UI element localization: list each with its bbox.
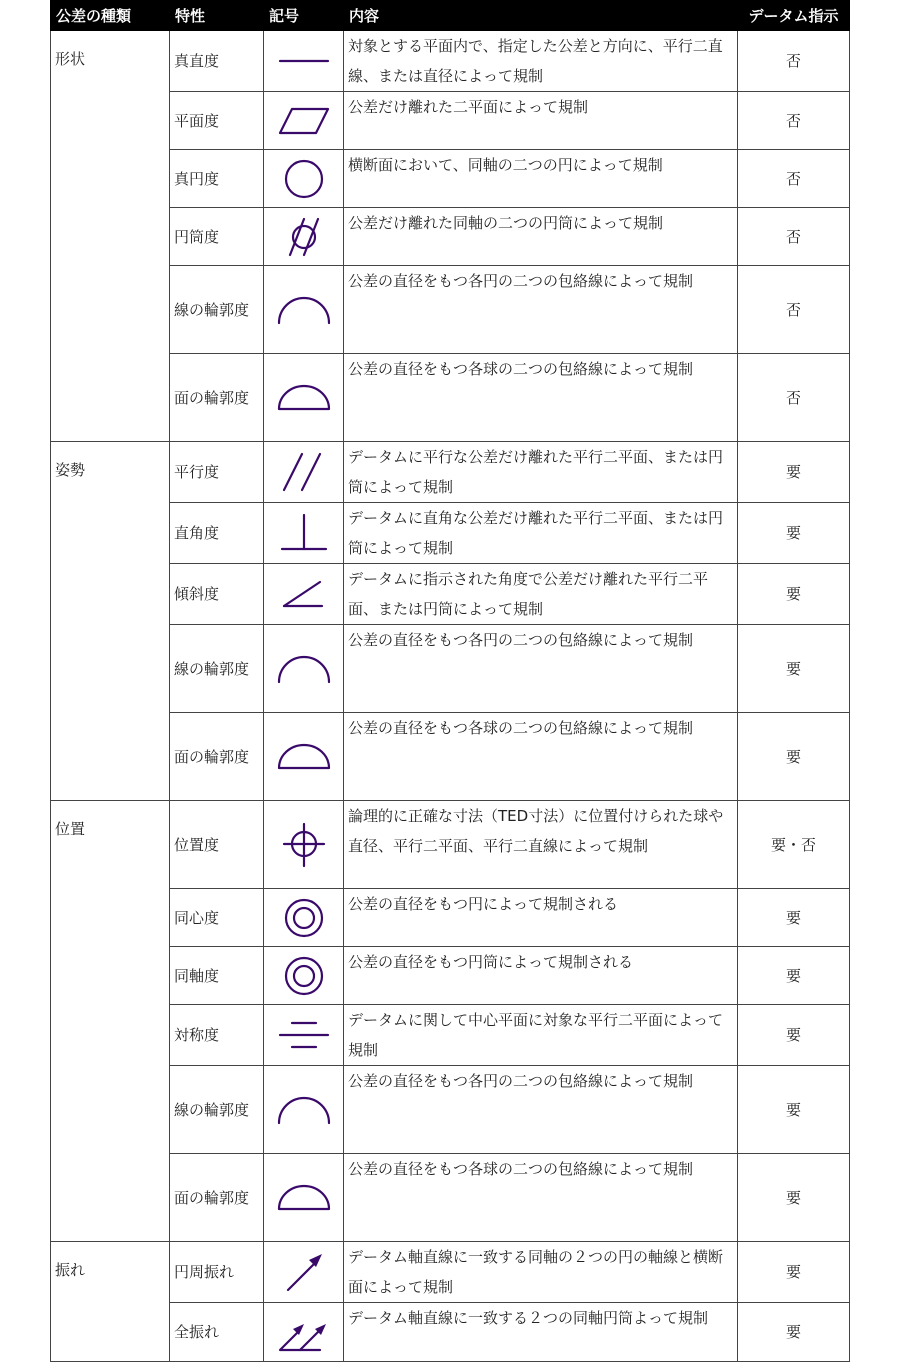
- datum-cell: 要: [738, 503, 850, 564]
- symbol-cell: [264, 503, 344, 564]
- characteristic-cell: 平行度: [170, 442, 264, 503]
- content-cell: 公差の直径をもつ円によって規制される: [344, 889, 738, 947]
- table-row: [51, 1303, 850, 1362]
- characteristic-cell: 線の輪郭度: [170, 1066, 264, 1154]
- header-datum: データム指示: [738, 1, 850, 31]
- content-cell: データム軸直線に一致する２つの同軸円筒よって規制: [344, 1303, 738, 1362]
- symbol-cell: [264, 801, 344, 889]
- datum-cell: 否: [738, 150, 850, 208]
- table-row: [51, 564, 850, 625]
- table-row: [51, 889, 850, 947]
- header-characteristic: 特性: [170, 1, 264, 31]
- header-content: 内容: [344, 1, 738, 31]
- header-symbol: 記号: [264, 1, 344, 31]
- content-cell: 公差の直径をもつ各球の二つの包絡線によって規制: [344, 354, 738, 442]
- characteristic-cell: 面の輪郭度: [170, 354, 264, 442]
- total-runout-icon: [276, 1310, 332, 1354]
- characteristic-cell: 位置度: [170, 801, 264, 889]
- line-profile-icon: [276, 1090, 332, 1130]
- perpendicularity-icon: [276, 513, 332, 553]
- symbol-cell: [264, 625, 344, 713]
- angularity-icon: [276, 574, 332, 614]
- characteristic-cell: 線の輪郭度: [170, 266, 264, 354]
- symbol-cell: [264, 889, 344, 947]
- datum-cell: 否: [738, 208, 850, 266]
- datum-cell: 要: [738, 625, 850, 713]
- datum-cell: 否: [738, 31, 850, 92]
- characteristic-cell: 直角度: [170, 503, 264, 564]
- content-cell: データムに関して中心平面に対象な平行二平面によって規制: [344, 1005, 738, 1066]
- table-row: [51, 150, 850, 208]
- characteristic-cell: 同心度: [170, 889, 264, 947]
- datum-cell: 否: [738, 266, 850, 354]
- symbol-cell: [264, 1303, 344, 1362]
- surface-profile-icon: [276, 737, 332, 777]
- table-row: [51, 92, 850, 150]
- table-row: [51, 503, 850, 564]
- characteristic-cell: 全振れ: [170, 1303, 264, 1362]
- tolerance-table: [50, 0, 850, 1362]
- characteristic-cell: 面の輪郭度: [170, 1154, 264, 1242]
- datum-cell: 否: [738, 354, 850, 442]
- characteristic-cell: 線の輪郭度: [170, 625, 264, 713]
- tolerance-type-cell: 形状: [51, 31, 170, 442]
- symbol-cell: [264, 31, 344, 92]
- symbol-cell: [264, 947, 344, 1005]
- characteristic-cell: 傾斜度: [170, 564, 264, 625]
- symbol-cell: [264, 564, 344, 625]
- table-row: [51, 266, 850, 354]
- datum-cell: 要: [738, 1303, 850, 1362]
- symbol-cell: [264, 150, 344, 208]
- characteristic-cell: 同軸度: [170, 947, 264, 1005]
- datum-cell: 要・否: [738, 801, 850, 889]
- symbol-cell: [264, 1242, 344, 1303]
- datum-cell: 否: [738, 92, 850, 150]
- characteristic-cell: 真直度: [170, 31, 264, 92]
- symbol-cell: [264, 92, 344, 150]
- header-type: 公差の種類: [51, 1, 170, 31]
- table-row: [51, 442, 850, 503]
- datum-cell: 要: [738, 889, 850, 947]
- table-row: [51, 1066, 850, 1154]
- cylindricity-icon: [276, 217, 332, 257]
- table-row: [51, 947, 850, 1005]
- line-profile-icon: [276, 290, 332, 330]
- content-cell: 公差の直径をもつ各円の二つの包絡線によって規制: [344, 266, 738, 354]
- characteristic-cell: 円周振れ: [170, 1242, 264, 1303]
- content-cell: 公差だけ離れた二平面によって規制: [344, 92, 738, 150]
- content-cell: 公差の直径をもつ各円の二つの包絡線によって規制: [344, 1066, 738, 1154]
- symbol-cell: [264, 266, 344, 354]
- datum-cell: 要: [738, 1005, 850, 1066]
- content-cell: 横断面において、同軸の二つの円によって規制: [344, 150, 738, 208]
- content-cell: データムに指示された角度で公差だけ離れた平行二平面、または円筒によって規制: [344, 564, 738, 625]
- symbol-cell: [264, 208, 344, 266]
- characteristic-cell: 対称度: [170, 1005, 264, 1066]
- content-cell: 対象とする平面内で、指定した公差と方向に、平行二直線、または直径によって規制: [344, 31, 738, 92]
- content-cell: 論理的に正確な寸法（TED寸法）に位置付けられた球や直径、平行二平面、平行二直線によって規制: [344, 801, 738, 889]
- characteristic-cell: 円筒度: [170, 208, 264, 266]
- symbol-cell: [264, 442, 344, 503]
- symbol-cell: [264, 1005, 344, 1066]
- table-row: [51, 1005, 850, 1066]
- surface-profile-icon: [276, 1178, 332, 1218]
- symbol-cell: [264, 1154, 344, 1242]
- line-profile-icon: [276, 649, 332, 689]
- parallelism-icon: [276, 452, 332, 492]
- flatness-icon: [276, 101, 332, 141]
- symbol-cell: [264, 354, 344, 442]
- table-row: [51, 801, 850, 889]
- content-cell: データム軸直線に一致する同軸の２つの円の軸線と横断面によって規制: [344, 1242, 738, 1303]
- table-row: [51, 625, 850, 713]
- content-cell: 公差の直径をもつ各円の二つの包絡線によって規制: [344, 625, 738, 713]
- table-row: [51, 1242, 850, 1303]
- tolerance-type-cell: 振れ: [51, 1242, 170, 1362]
- header-row: [51, 1, 850, 31]
- straightness-icon: [276, 41, 332, 81]
- circularity-icon: [276, 159, 332, 199]
- datum-cell: 要: [738, 564, 850, 625]
- symbol-cell: [264, 713, 344, 801]
- concentricity-icon: [276, 896, 332, 940]
- table-row: [51, 1154, 850, 1242]
- content-cell: データムに直角な公差だけ離れた平行二平面、または円筒によって規制: [344, 503, 738, 564]
- content-cell: 公差の直径をもつ各球の二つの包絡線によって規制: [344, 1154, 738, 1242]
- tolerance-type-cell: 位置: [51, 801, 170, 1242]
- content-cell: 公差だけ離れた同軸の二つの円筒によって規制: [344, 208, 738, 266]
- datum-cell: 要: [738, 1242, 850, 1303]
- datum-cell: 要: [738, 947, 850, 1005]
- tolerance-type-cell: 姿勢: [51, 442, 170, 801]
- position-icon: [276, 822, 332, 868]
- datum-cell: 要: [738, 442, 850, 503]
- datum-cell: 要: [738, 1066, 850, 1154]
- content-cell: 公差の直径をもつ円筒によって規制される: [344, 947, 738, 1005]
- characteristic-cell: 平面度: [170, 92, 264, 150]
- characteristic-cell: 真円度: [170, 150, 264, 208]
- circular-runout-icon: [276, 1250, 332, 1294]
- datum-cell: 要: [738, 1154, 850, 1242]
- datum-cell: 要: [738, 713, 850, 801]
- coaxiality-icon: [276, 954, 332, 998]
- table-row: [51, 713, 850, 801]
- table-row: [51, 354, 850, 442]
- surface-profile-icon: [276, 378, 332, 418]
- table-row: [51, 208, 850, 266]
- content-cell: データムに平行な公差だけ離れた平行二平面、または円筒によって規制: [344, 442, 738, 503]
- characteristic-cell: 面の輪郭度: [170, 713, 264, 801]
- content-cell: 公差の直径をもつ各球の二つの包絡線によって規制: [344, 713, 738, 801]
- symmetry-icon: [276, 1015, 332, 1055]
- symbol-cell: [264, 1066, 344, 1154]
- table-row: [51, 31, 850, 92]
